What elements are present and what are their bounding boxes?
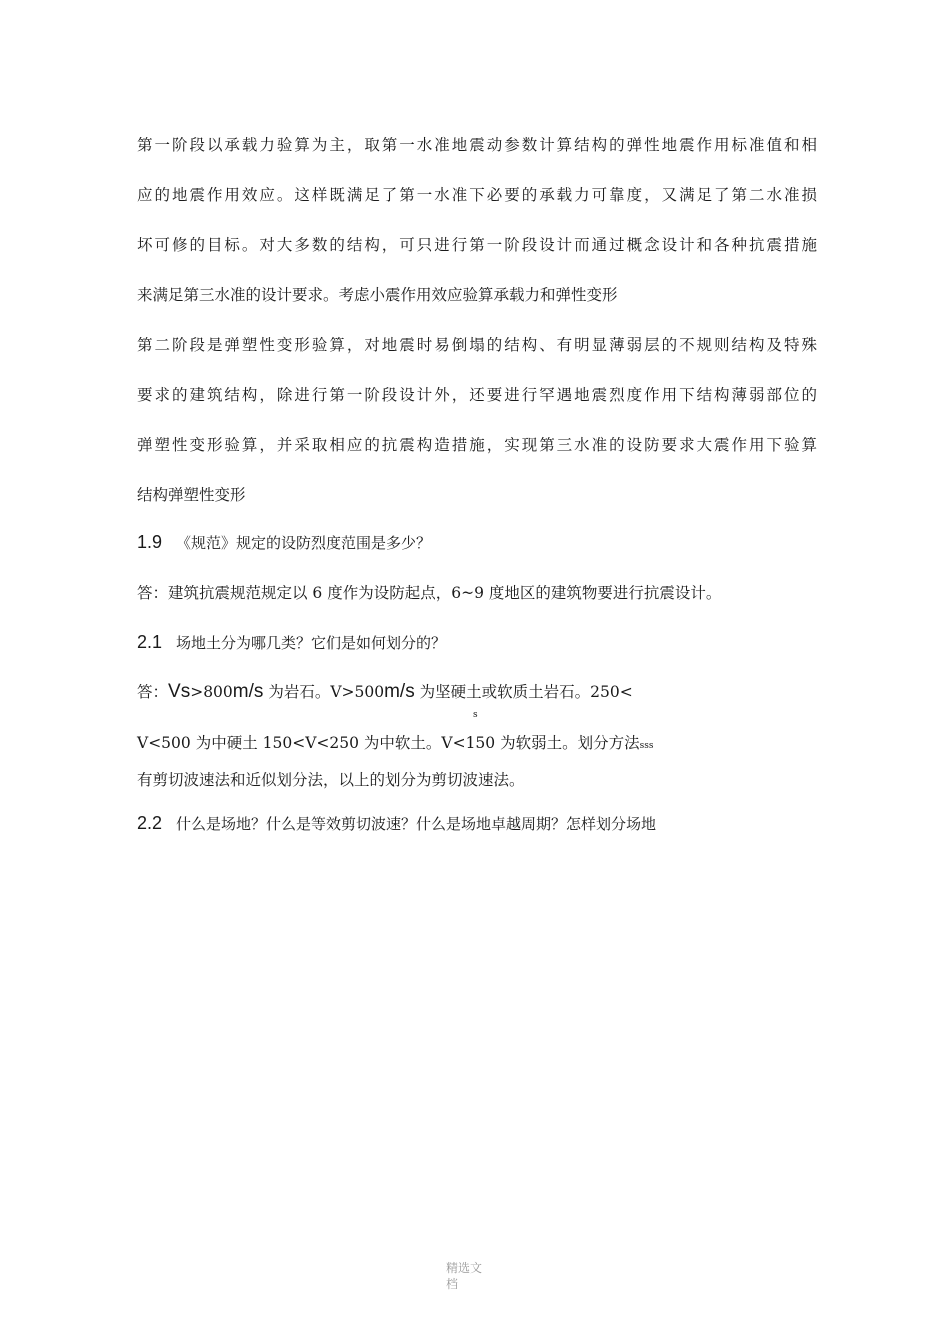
question-heading-2-2 xyxy=(137,812,656,835)
paragraph-line: 来满足第三水准的设计要求。考虑小震作用效应验算承载力和弹性变形 xyxy=(137,286,618,304)
question-text: 场地土分为哪几类？它们是如何划分的？ xyxy=(176,634,447,652)
question-text: 什么是场地？什么是等效剪切波速？什么是场地卓越周期？怎样划分场地 xyxy=(176,815,657,833)
footer-watermark xyxy=(446,1260,494,1292)
footer-line: 档 xyxy=(446,1277,459,1291)
vs-symbol: Vs xyxy=(168,681,191,702)
unit-ms: m/s xyxy=(232,681,264,702)
question-number: 1.9 xyxy=(137,532,163,552)
paragraph-line: 应的地震作用效应。这样既满足了第一水准下必要的承载力可靠度，又满足了第二水准损 xyxy=(137,186,817,204)
question-heading-2-1 xyxy=(137,631,446,654)
answer-text: 为坚硬土或软质土岩石。250< xyxy=(414,683,633,701)
paragraph-line: 弹塑性变形验算，并采取相应的抗震构造措施，实现第三水准的设防要求大震作用下验算 xyxy=(137,436,817,454)
answer-2-1-line-3: 有剪切波速法和近似划分法，以上的划分为剪切波速法。 xyxy=(137,771,525,789)
subscript-sss: sss xyxy=(639,741,654,751)
answer-text: V<500 为中硬土 150<V<250 为中软土。V<150 为软弱土。划分方法 xyxy=(137,734,640,752)
answer-1-9: 答：建筑抗震规范规定以 6 度作为设防起点，6~9 度地区的建筑物要进行抗震设计。 xyxy=(137,584,722,602)
answer-prefix: 答： xyxy=(137,683,169,701)
question-number: 2.2 xyxy=(137,813,163,833)
answer-2-1-line-1 xyxy=(137,680,817,704)
vs-threshold: >800 xyxy=(190,683,233,701)
unit-ms: m/s xyxy=(384,681,415,702)
answer-text: 为岩石。V>500 xyxy=(263,683,385,701)
answer-2-1-line-2 xyxy=(137,733,817,756)
question-text: 《规范》规定的设防烈度范围是多少？ xyxy=(176,534,432,552)
paragraph-line: 第二阶段是弹塑性变形验算，对地震时易倒塌的结构、有明显薄弱层的不规则结构及特殊 xyxy=(137,336,817,354)
paragraph-line: 要求的建筑结构，除进行第一阶段设计外，还要进行罕遇地震烈度作用下结构薄弱部位的 xyxy=(137,386,817,404)
paragraph-line: 坏可修的目标。对大多数的结构，可只进行第一阶段设计而通过概念设计和各种抗震措施 xyxy=(137,236,817,254)
question-number: 2.1 xyxy=(137,632,163,652)
question-heading-1-9 xyxy=(137,531,431,554)
paragraph-line: 第一阶段以承载力验算为主，取第一水准地震动参数计算结构的弹性地震作用标准值和相 xyxy=(137,136,817,154)
paragraph-line: 结构弹塑性变形 xyxy=(137,486,246,504)
subscript-s: s xyxy=(473,710,478,720)
footer-line: 精选文 xyxy=(446,1261,483,1275)
